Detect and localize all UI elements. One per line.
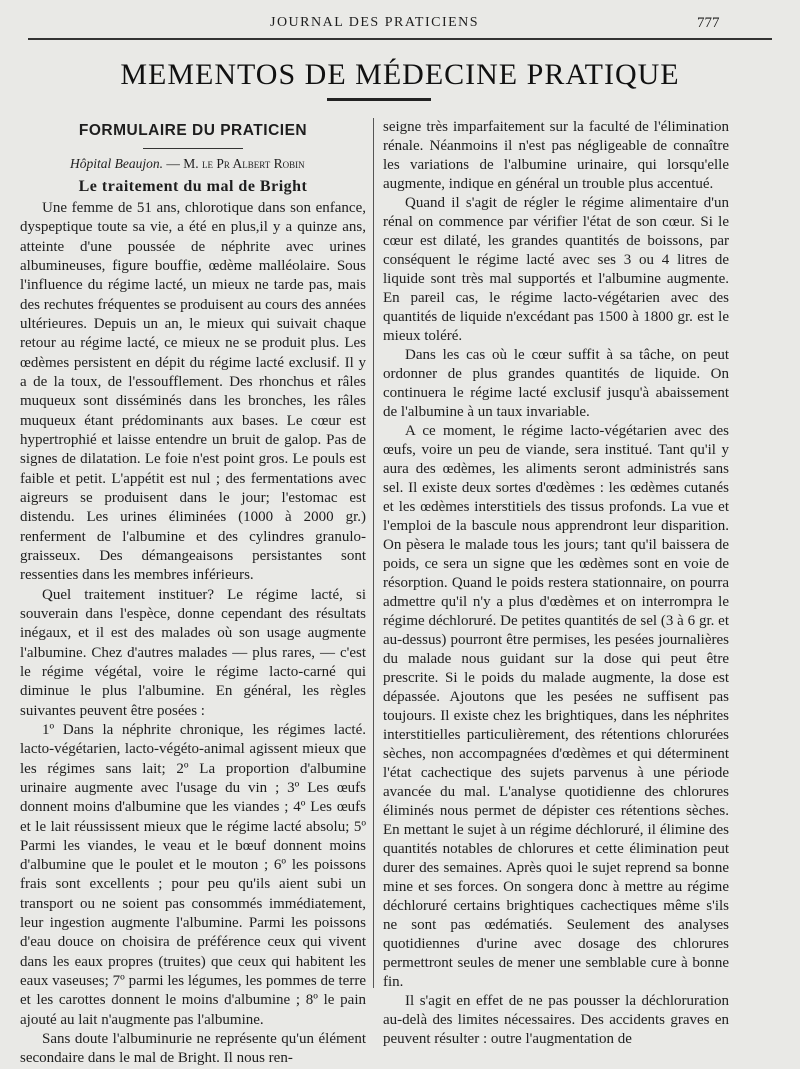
paragraph: 1º Dans la néphrite chronique, les régimes lacté. lacto-végétarien, lacto-végéto-animal agissent mieux que les régimes sans lait; 2º La proportion d'albumine urinaire augmente avec l'usage du vin ; 3º Les œufs donnent moins d'albumine que les viandes ; 4º Les œufs et le lait réussissent mieux que le régime lacté absolu; 5º Parmi les viandes, le veau et le bœuf donnent moins d'albumine que le poulet et le mouton ; 6º les poissons frais sont excellents ; pour peu qu'ils aient subi un transport ou ne soient pas consommés immédiatement, leur ingestion augmente l'albumine. Parmi les poissons d'eau douce on choisira de préférence ceux qui vivent dans les eaux propres (truites) que ceux qui habitent les eaux vaseuses; 7º parmi les légumes, les pommes de terre et les carottes donnent le moins d'albumine ; 8º le pain ajouté au lait n'augmente pas l'albumine. bbox=[20, 721, 366, 1028]
byline-author: — M. le Pr Albert Robin bbox=[166, 156, 305, 171]
paragraph: Quel traitement instituer? Le régime lacté, si souverain dans l'espèce, donne cependant des résultats inégaux, et il est des malades où son usage augmente l'albumine. Chez d'autres malades — plus rares, — c'est le régime végétal, voire le régime lacto-carné qui diminue le plus l'albumine. En général, les règles suivantes peuvent être posées : bbox=[20, 586, 366, 719]
paragraph: Quand il s'agit de régler le régime alimentaire d'un rénal on commence par vérifier l'état de son cœur. Si le cœur est dilaté, les grandes quantités de boissons, par conséquent le régime lacté avec ses 3 ou 4 litres de liquide sont très mal supportés et l'albumine augmente. En pareil cas, le régime lacto-végétarien avec des quantités de liquide n'excédant pas 1500 à 1800 gr. est le mieux toléré. bbox=[383, 195, 729, 344]
paragraph: Sans doute l'albuminurie ne représente qu'un élément secondaire dans le mal de Bright. Il nous ren- bbox=[20, 1031, 366, 1067]
section-title: MEMENTOS DE MÉDECINE PRATIQUE bbox=[120, 58, 680, 91]
heading-rule bbox=[143, 148, 243, 149]
header-rule bbox=[28, 38, 772, 40]
paragraph: Une femme de 51 ans, chlorotique dans son enfance, dyspeptique toute sa vie, a été en plus,il y a quinze ans, atteinte d'une poussée de néphrite avec urines albumineuses, figure bouffie, œdème malléolaire. Sous l'influence du régime lacté, un mieux ne tarde pas, mais des rechutes fréquentes se produisent au cours des années ultérieures. Depuis un an, le mieux qui suivait chaque retour au régime lacté, ce mieux ne se produit plus. Les œdèmes persistent en dépit du régime lacté exclusif. Il y a de la toux, de l'essoufflement. Des rhonchus et râles muqueux sont disséminés dans les bronches, les râles muqueux étant prédominants aux bases. Le cœur est hypertrophié et laisse entendre un bruit de galop. Pas de signes de dilatation. Le foie n'est point gros. Le pouls est faible et petit. L'appétit est nul ; des fermentations avec aigreurs se produisent dans le jour; l'estomac est distendu. Les urines éliminées (1000 à 2000 gr.) renferment de l'albumine et des cylindres granulo-graisseux. Des démangeaisons persistantes sont ressenties dans les membres inférieurs. bbox=[20, 200, 366, 584]
running-head bbox=[0, 12, 800, 36]
left-column bbox=[20, 118, 366, 1069]
right-column bbox=[383, 118, 729, 1049]
paragraph: A ce moment, le régime lacto-végétarien avec des œufs, voire un peu de viande, sera institué. Tant qu'il y aura des œdèmes, les aliments seront administrés sans sel. Il existe deux sortes d'œdèmes : les œdèmes cutanés et les œdèmes interstitiels des tissus profonds. La vue et l'emploi de la bascule nous apprendront leur disparition. On pèsera le malade tous les jours; tant qu'il baissera de poids, ce sera un signe que les œdèmes sont en voie de résorption. Quand le poids restera stationnaire, on pourra admettre qu'il n'y a plus d'œdèmes et on interrompra le régime déchloruré. De petites quantités de sel (3 à 6 gr. et au-dessus) pourront être permises, les pesées journalières du malade nous guidant sur la dose qui peut être prescrite. Si le poids du malade augmente, la dose est dépassée. Ajoutons que les pesées ne suffisent pas toujours. Il existe chez les brightiques, dans les néphrites interstitielles particulièrement, des rétentions chlorurées sèches, non accompagnées d'œdèmes et qui déterminent l'état cachectique des sujets parvenus à une période avancée du mal. L'analyse quotidienne des chlorures éliminés nous permet de dépister ces rétentions sèches. En mettant le sujet à un régime déchloruré, il élimine des quantités notables de chlorures et cette élimination peut durer des semaines. Après quoi le sujet reprend sa bonne mine et ses forces. On songera donc à mettre au régime déchloruré certains brightiques cachectiques même s'ils ne sont pas œdématiés. Seulement des analyses quotidiennes d'urine avec dosage des chlorures permettront seules de mener une semblable cure à bonne fin. bbox=[383, 423, 729, 990]
column-divider bbox=[373, 118, 374, 988]
title-ornament bbox=[327, 98, 431, 101]
column-heading: FORMULAIRE DU PRATICIEN bbox=[78, 122, 308, 139]
page-number: 777 bbox=[697, 15, 720, 31]
paragraph: Il s'agit en effet de ne pas pousser la déchloruration au-delà des limites nécessaires. Des accidents graves en peuvent résulter : outre l'augmentation de bbox=[383, 993, 729, 1047]
paragraph: Dans les cas où le cœur suffit à sa tâche, on peut ordonner de plus grandes quantités de liquide. On continuera le régime lacté exclusif jusqu'à abaissement de l'albumine à un taux invariable. bbox=[383, 347, 729, 420]
byline bbox=[70, 153, 366, 175]
byline-place: Hôpital Beaujon. bbox=[70, 156, 163, 171]
paragraph: seigne très imparfaitement sur la faculté de l'élimination rénale. Néanmoins il n'est pas négligeable de connaître les variations de l'albumine urinaire, qui lorsqu'elle augmente, indique en général un trouble plus accentué. bbox=[383, 119, 729, 192]
article-title: Le traitement du mal de Bright bbox=[78, 178, 308, 195]
running-title: JOURNAL DES PRATICIENS bbox=[270, 15, 480, 30]
